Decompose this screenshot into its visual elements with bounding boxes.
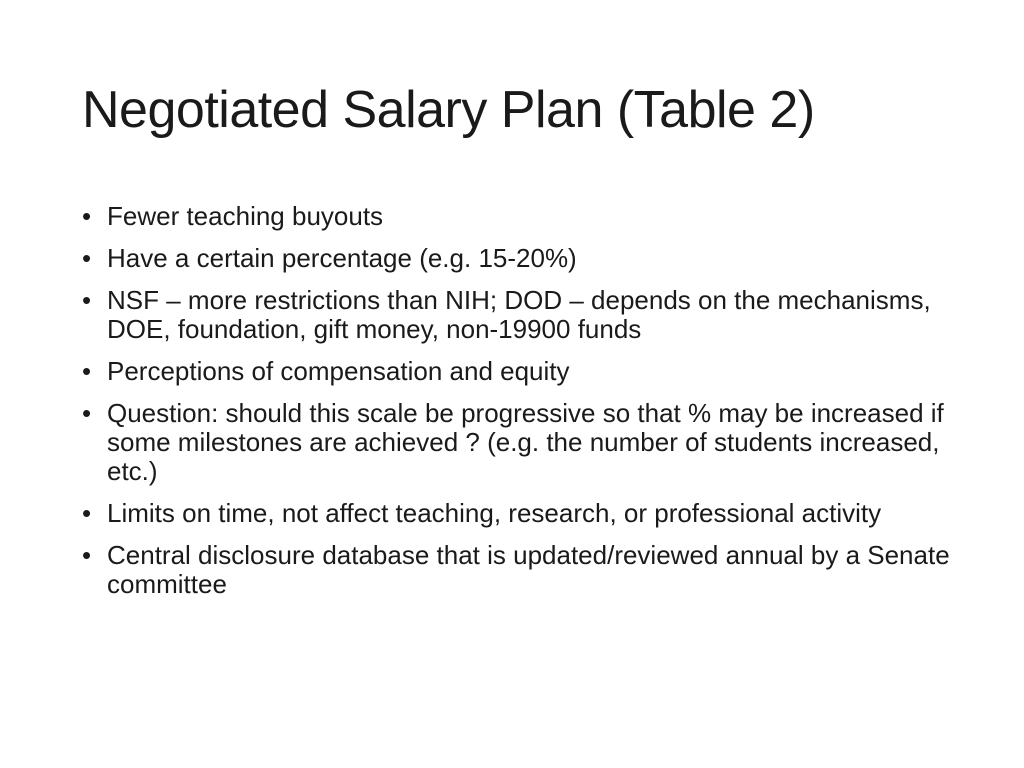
slide-title: Negotiated Salary Plan (Table 2) xyxy=(82,81,815,139)
bullet-text: Perceptions of compensation and equity xyxy=(107,356,570,386)
bullet-item xyxy=(80,541,960,599)
bullet-icon: • xyxy=(82,540,92,570)
bullet-text: Limits on time, not affect teaching, research, or professional activity xyxy=(107,498,882,528)
bullet-icon: • xyxy=(82,498,92,528)
bullet-text: Question: should this scale be progressive so that % may be increased if some milestones are achieved ? (e.g. the number of students increased, etc.) xyxy=(107,398,944,486)
bullet-icon: • xyxy=(82,201,92,231)
bullet-icon: • xyxy=(82,285,92,315)
bullet-icon: • xyxy=(82,243,92,273)
bullet-item xyxy=(80,499,960,528)
bullet-item xyxy=(80,357,960,386)
bullet-list xyxy=(80,202,960,612)
bullet-icon: • xyxy=(82,398,92,428)
bullet-item xyxy=(80,286,960,344)
bullet-text: Fewer teaching buyouts xyxy=(107,201,384,231)
bullet-item xyxy=(80,399,960,486)
bullet-icon: • xyxy=(82,356,92,386)
bullet-item xyxy=(80,244,960,273)
bullet-text: Central disclosure database that is updated/reviewed annual by a Senate committee xyxy=(107,540,950,599)
bullet-text: Have a certain percentage (e.g. 15-20%) xyxy=(107,243,577,273)
bullet-item xyxy=(80,202,960,231)
bullet-text: NSF – more restrictions than NIH; DOD – depends on the mechanisms, DOE, foundation, gift money, non-19900 funds xyxy=(107,285,931,344)
